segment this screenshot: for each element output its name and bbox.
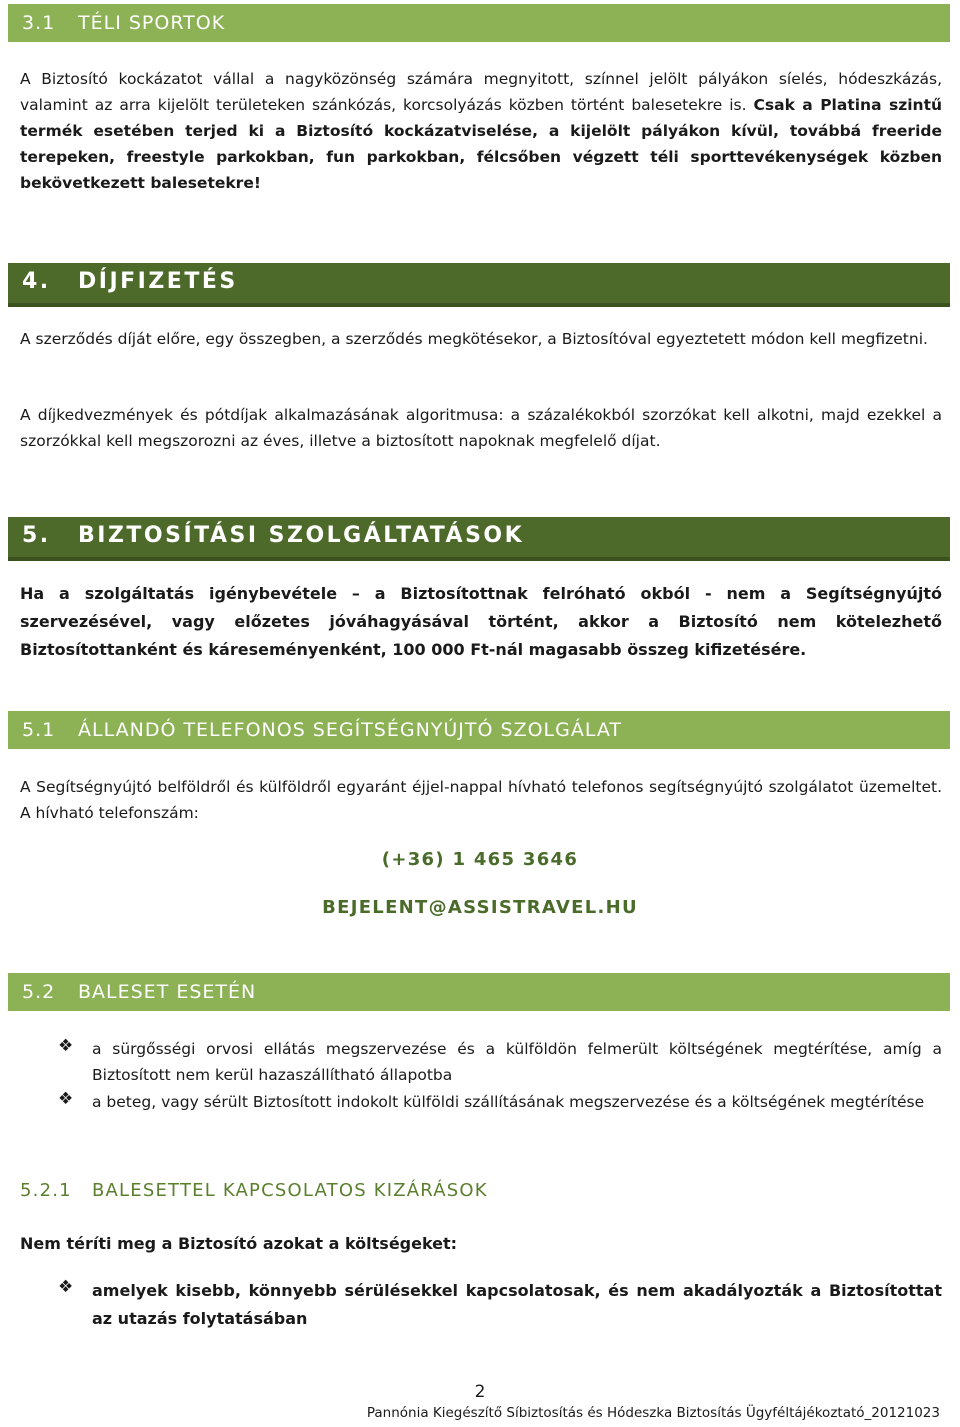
paragraph-bold-text: Csak a Platina szintű termék esetében terjed ki a Biztosító kockázatviselése, a kijelölt pályákon kívül, továbbá freeride terepeken, freestyle parkokban, fun parkokban, félcsőben végzett téli sporttevékenységek közben bekövetkezett balesetekre! [20,96,943,192]
list-item-text: a sürgősségi orvosi ellátás megszervezése és a külföldön felmerült költségének megtérítése, amíg a Biztosított nem kerül hazaszállítható állapotba [92,1040,942,1084]
section-5-1-paragraph: A Segítségnyújtó belföldről és külföldről egyaránt éjjel-nappal hívható telefonos segítségnyújtó szolgálatot üzemeltet. A hívható telefonszám: [20,778,942,822]
section-number: 5. [22,523,51,548]
section-number: 5.1 [22,719,56,741]
email-address: BEJELENT@ASSISTRAVEL.HU [322,897,638,918]
section-title: BALESETTEL KAPCSOLATOS KIZÁRÁSOK [92,1180,488,1201]
section-5-1-heading [8,711,950,749]
section-4-paragraph-2: A díjkedvezmények és pótdíjak alkalmazásának algoritmusa: a százalékokból szorzókat kell alkotni, majd ezekkel a szorzókkal kell megszorozni az éves, illetve a biztosított napoknak megfelelő díjat. [20,406,942,450]
paragraph-text: A Biztosító kockázatot vállal a nagyközönség számára megnyitott, színnel jelölt pályákon síelés, hódeszkázás, valamint az arra kijelölt területeken szánkózás, korcsolyázás közben történt balesetekre is. [20,70,942,114]
section-5-heading [8,517,950,561]
section-3-1-heading [8,4,950,42]
diamond-bullet-icon: ❖ [58,1036,74,1056]
section-number: 4. [22,269,51,294]
section-4-heading [8,263,950,307]
section-title: BALESET ESETÉN [78,981,257,1003]
phone-number: (+36) 1 465 3646 [381,849,579,870]
section-title: TÉLI SPORTOK [78,12,226,34]
list-item-text: amelyek kisebb, könnyebb sérülésekkel kapcsolatosak, és nem akadályozták a Biztosítottat az utazás folytatásában [92,1281,942,1328]
section-title: ÁLLANDÓ TELEFONOS SEGÍTSÉGNYÚJTÓ SZOLGÁLAT [78,719,622,741]
section-title: DÍJFIZETÉS [78,269,238,294]
page-number: 2 [474,1382,486,1402]
diamond-bullet-icon: ❖ [58,1277,74,1297]
section-number: 3.1 [22,12,56,34]
footer-document-name: Pannónia Kiegészítő Síbiztosítás és Hódeszka Biztosítás Ügyféltájékoztató_20121023 [366,1405,940,1421]
section-number: 5.2 [22,981,56,1003]
list-item-text: a beteg, vagy sérült Biztosított indokolt külföldi szállításának megszervezése és a költségének megtérítése [92,1093,925,1111]
section-4-paragraph-1: A szerződés díját előre, egy összegben, a szerződés megkötésekor, a Biztosítóval egyeztetett módon kell megfizetni. [20,330,928,348]
section-5-paragraph: Ha a szolgáltatás igénybevétele – a Biztosítottnak felróható okból - nem a Segítségnyújtó szervezésével, vagy előzetes jóváhagyásával történt, akkor a Biztosító nem kötelezhető Biztosítottanként és káreseményenként, 100 000 Ft-nál magasabb összeg kifizetésére. [20,584,942,659]
diamond-bullet-icon: ❖ [58,1089,74,1109]
section-title: BIZTOSÍTÁSI SZOLGÁLTATÁSOK [78,523,525,548]
section-5-2-heading [8,973,950,1011]
section-3-1-paragraph [20,66,942,196]
section-number: 5.2.1 [20,1180,72,1201]
section-5-2-1-lead: Nem téríti meg a Biztosító azokat a költségeket: [20,1234,458,1253]
